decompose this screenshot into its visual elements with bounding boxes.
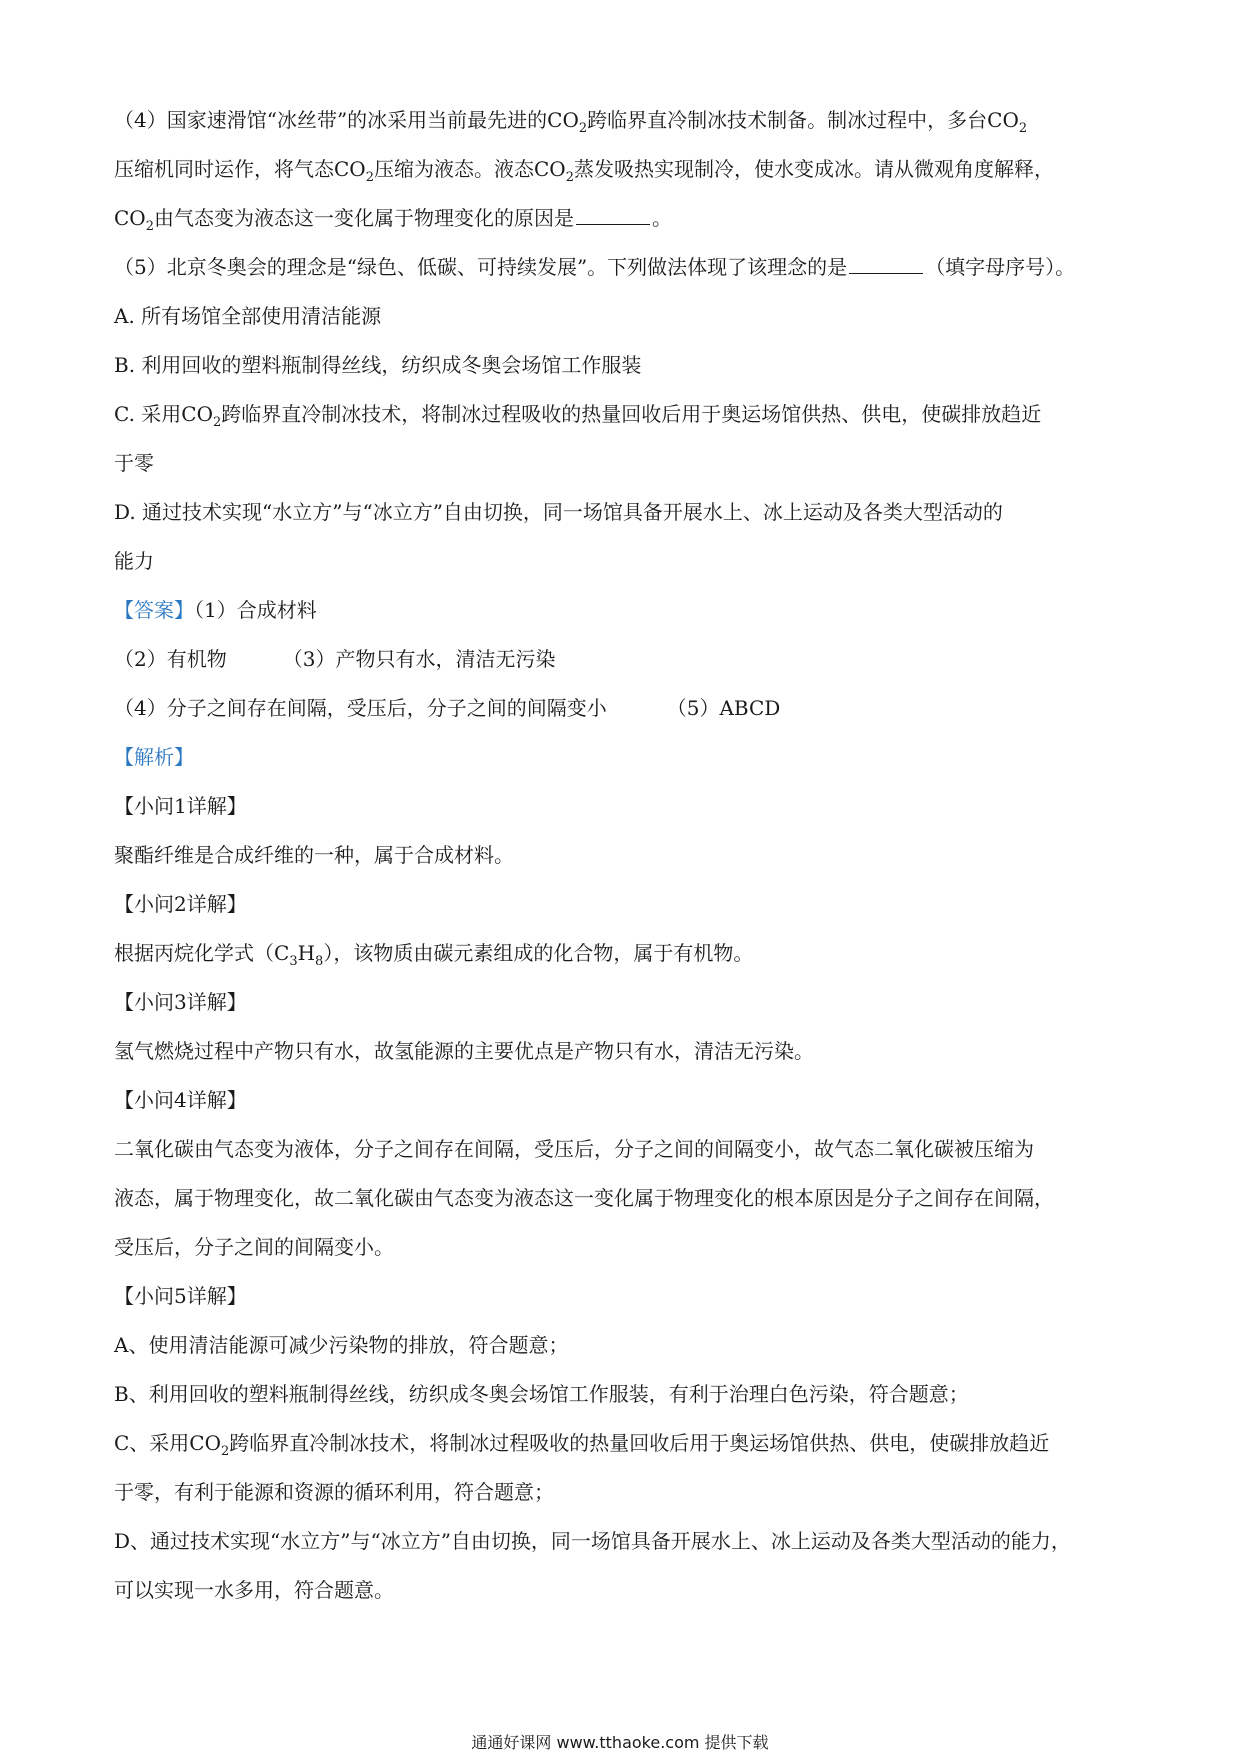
q5-option-b: B. 利用回收的塑料瓶制得丝线，纺织成冬奥会场馆工作服装 (114, 353, 642, 377)
answer-blank[interactable] (576, 206, 650, 225)
q4-line-3: $CO_2$由气态变为液态这一变化属于物理变化的原因是 。 (114, 206, 672, 234)
sub-question-5-c-2: 于零，有利于能源和资源的循环利用，符合题意； (114, 1480, 554, 1504)
q4-line-2: 压缩机同时运作，将气态$CO_2$压缩为液态。液态$CO_2$蒸发吸热实现制冷，使水变成冰。请从微观角度解释， (114, 157, 1054, 185)
q5-option-d-line-2: 能力 (114, 549, 154, 573)
footer-source: 通通好课网 www.tthaoke.com 提供下载 (471, 1733, 769, 1752)
q5-option-d-line-1: D. 通过技术实现“水立方”与“冰立方”自由切换，同一场馆具备开展水上、冰上运动及各类大型活动的 (114, 500, 1003, 524)
answer-label: 【答案】 (114, 598, 194, 622)
sub-question-4-heading: 【小问4详解】 (114, 1088, 247, 1112)
q4-line-1: （4）国家速滑馆“冰丝带”的冰采用当前最先进的$CO_2$跨临界直冷制冰技术制备。制冰过程中，多台$CO_2$ (114, 108, 1028, 136)
sub-question-2-text: 根据丙烷化学式$(C_3H_8)$，该物质由碳元素组成的化合物，属于有机物。 (114, 941, 754, 969)
q5-option-c-line-2: 于零 (114, 451, 154, 475)
sub-question-4-text-1: 二氧化碳由气态变为液体，分子之间存在间隔，受压后，分子之间的间隔变小，故气态二氧化碳被压缩为 (114, 1137, 1034, 1161)
sub-question-5-a: A、使用清洁能源可减少污染物的排放，符合题意； (114, 1333, 569, 1357)
sub-question-1-text: 聚酯纤维是合成纤维的一种，属于合成材料。 (114, 843, 514, 867)
answer-line-2: （2）有机物 （3）产物只有水，清洁无污染 (114, 647, 556, 671)
sub-question-2-heading: 【小问2详解】 (114, 892, 247, 916)
sub-question-3-text: 氢气燃烧过程中产物只有水，故氢能源的主要优点是产物只有水，清洁无污染。 (114, 1039, 814, 1063)
sub-question-5-b: B、利用回收的塑料瓶制得丝线，纺织成冬奥会场馆工作服装，有利于治理白色污染，符合题意； (114, 1382, 969, 1406)
answer-blank[interactable] (849, 255, 923, 274)
sub-question-4-text-3: 受压后，分子之间的间隔变小。 (114, 1235, 394, 1259)
sub-question-1-heading: 【小问1详解】 (114, 794, 247, 818)
sub-question-5-d-1: D、通过技术实现“水立方”与“冰立方”自由切换，同一场馆具备开展水上、冰上运动及各类大型活动的能力， (114, 1529, 1071, 1553)
q5-stem: （5）北京冬奥会的理念是“绿色、低碳、可持续发展”。下列做法体现了该理念的是 （填字母序号）。 (114, 255, 1076, 279)
sub-question-3-heading: 【小问3详解】 (114, 990, 247, 1014)
q5-option-a: A. 所有场馆全部使用清洁能源 (114, 304, 382, 328)
analysis-label: 【解析】 (114, 745, 194, 769)
answer-line-1: 【答案】（1）合成材料 (114, 598, 317, 622)
sub-question-4-text-2: 液态，属于物理变化，故二氧化碳由气态变为液态这一变化属于物理变化的根本原因是分子之间存在间隔， (114, 1186, 1054, 1210)
q5-option-c-line-1: C. 采用$CO_2$跨临界直冷制冰技术，将制冰过程吸收的热量回收后用于奥运场馆供热、供电，使碳排放趋近 (114, 402, 1042, 430)
sub-question-5-heading: 【小问5详解】 (114, 1284, 247, 1308)
answer-line-3: （4）分子之间存在间隔，受压后，分子之间的间隔变小 （5）ABCD (114, 696, 781, 720)
sub-question-5-d-2: 可以实现一水多用，符合题意。 (114, 1578, 394, 1602)
sub-question-5-c-1: C、采用$CO_2$跨临界直冷制冰技术，将制冰过程吸收的热量回收后用于奥运场馆供热、供电，使碳排放趋近 (114, 1431, 1050, 1459)
document-body (114, 96, 1134, 1615)
